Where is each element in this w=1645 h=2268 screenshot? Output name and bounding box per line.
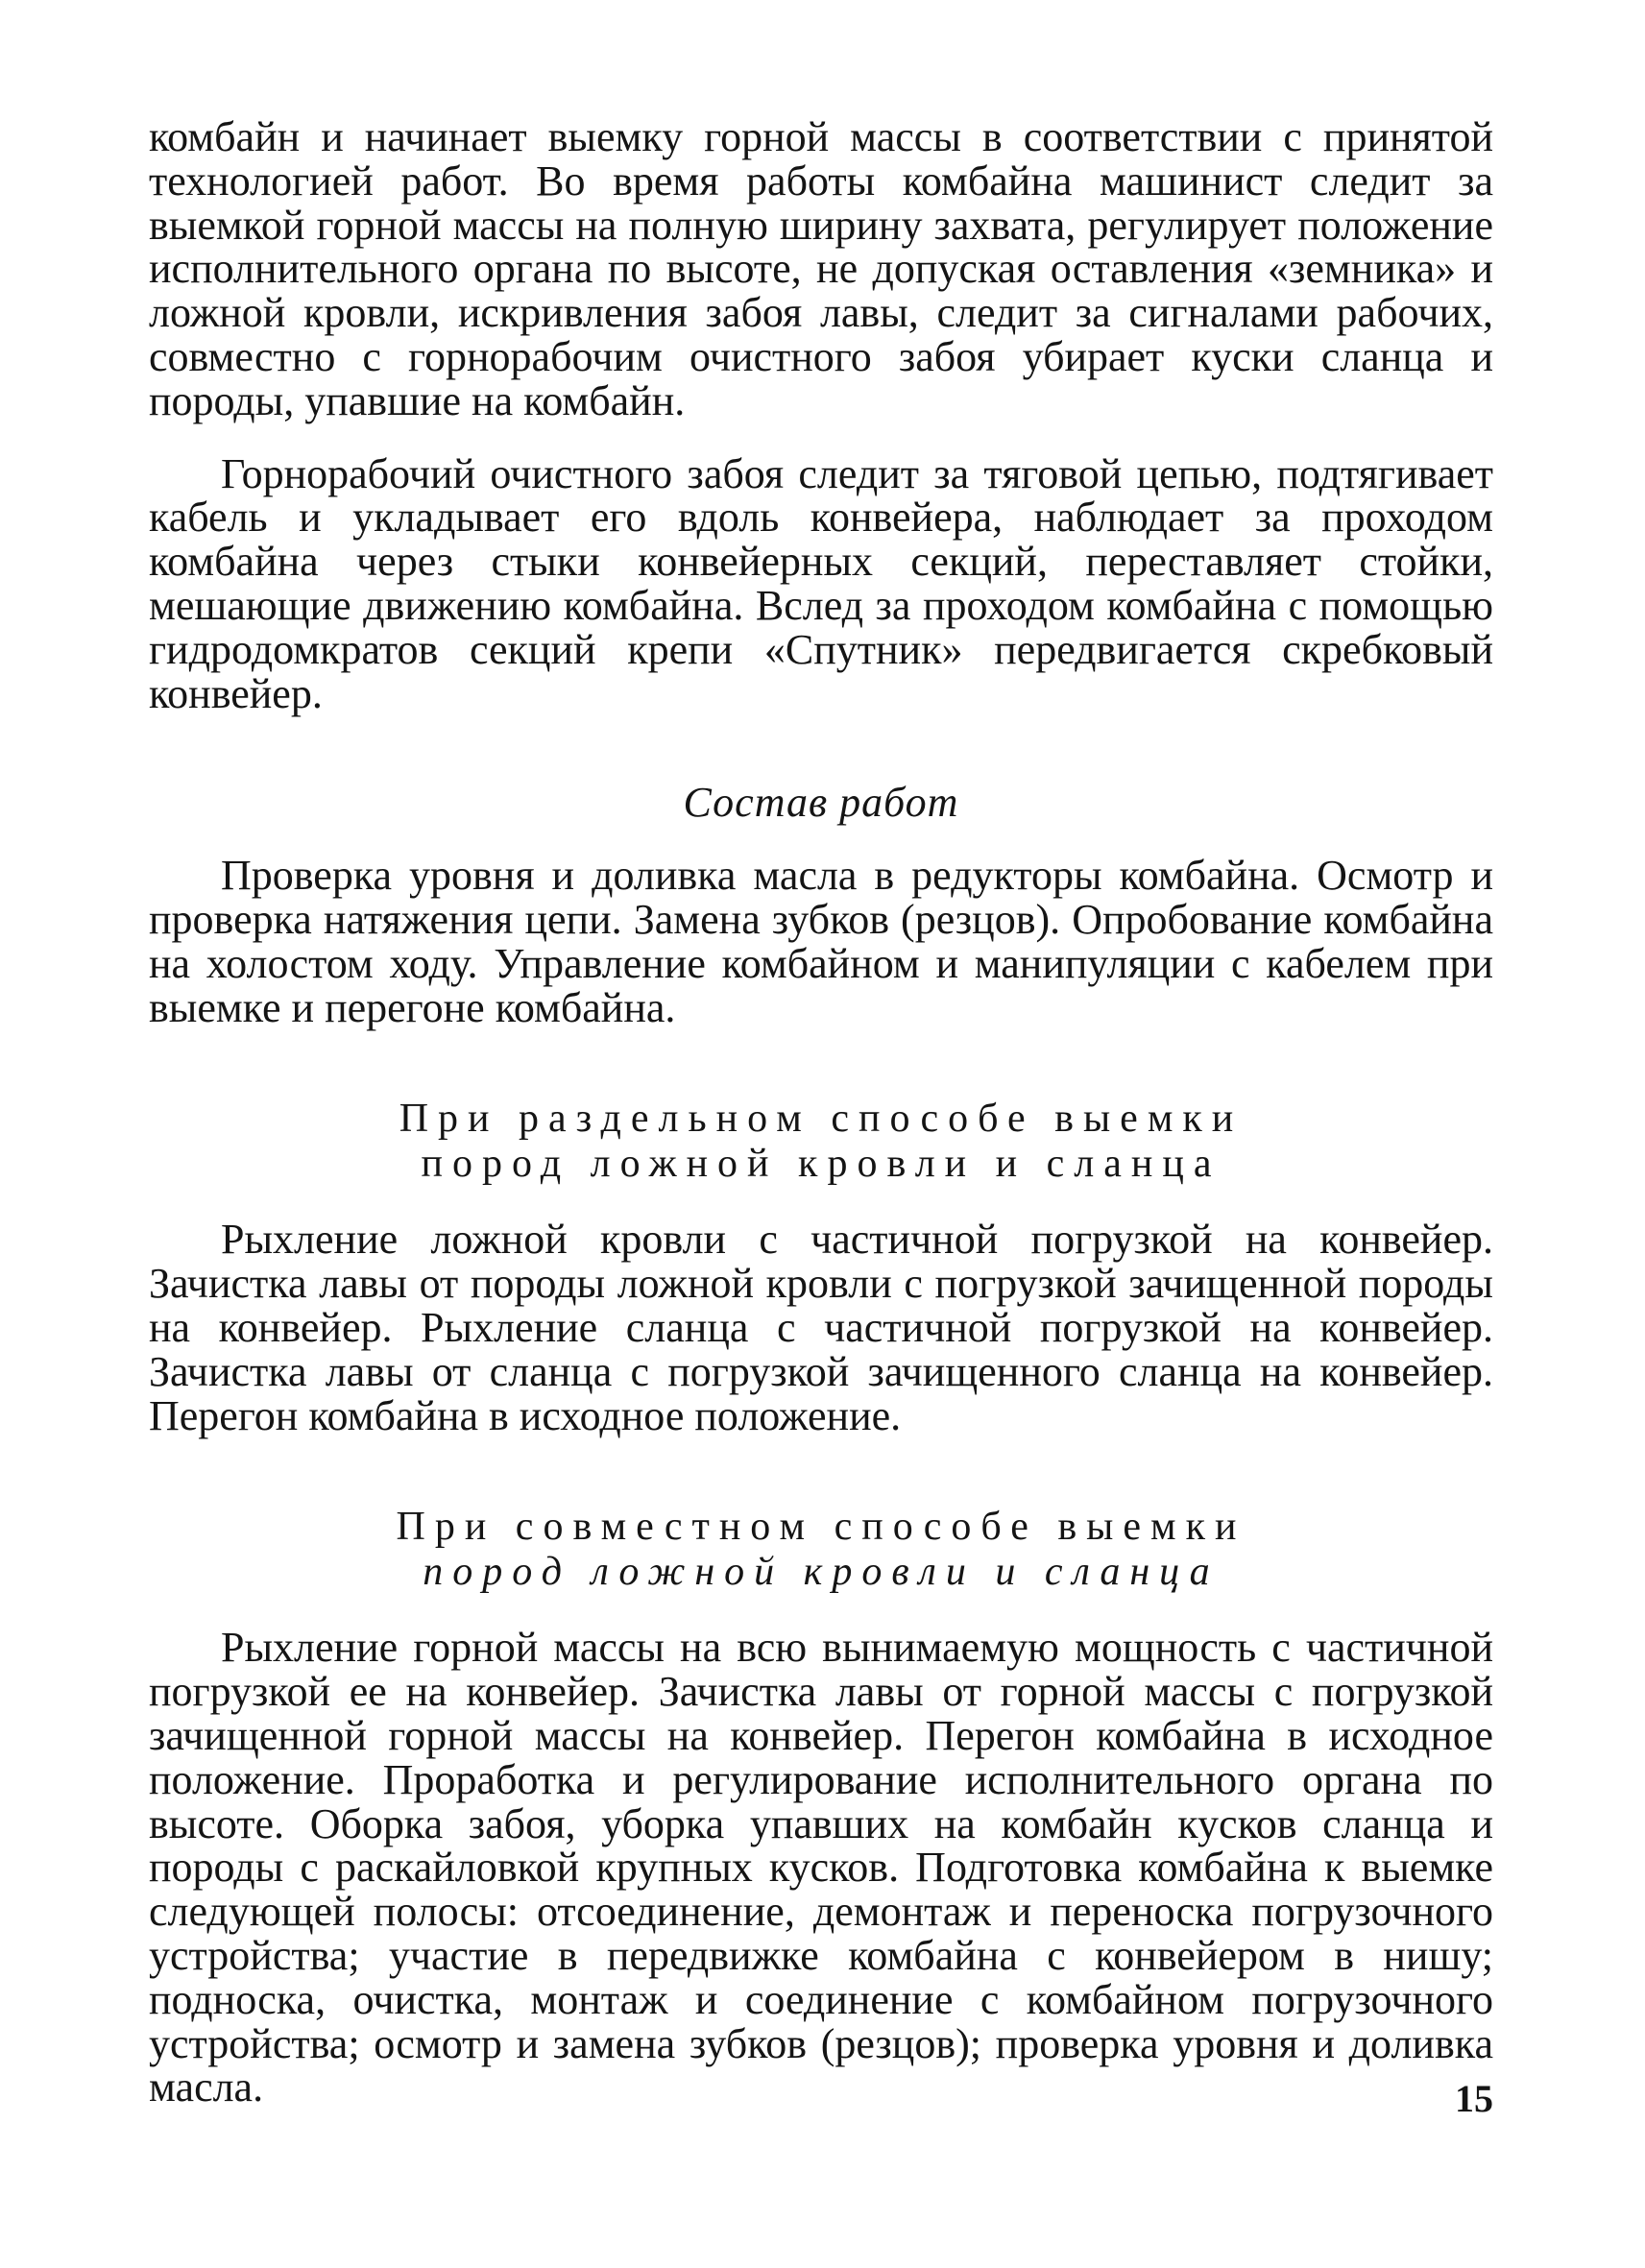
section-heading-separate: [149, 1097, 1493, 1187]
separate-paragraph: Рыхление ложной кровли с частичной погрузкой на конвейер. Зачистка лавы от породы ложной кровли с погрузкой зачищенной породы на конвейер. Рыхление сланца с частичной погрузкой на конвейер. Зачистка лавы от сланца с погрузкой зачищенного сланца на конвейер. Перегон комбайна в исходное положение.: [149, 1216, 1493, 1439]
intro-paragraph-1: комбайн и начинает выемку горной массы в соответствии с принятой технологией работ. Во время работы комбайна машинист следит за выемкой горной массы на полную ширину захвата, регулирует положение исполнительного органа по высоте, не допуская оставления «земника» и ложной кровли, искривления забоя лавы, следит за сигналами рабочих, совместно с горнорабочим очистного забоя убирает куски сланца и породы, упавшие на комбайн.: [149, 113, 1493, 424]
section-heading-separate-line2: пород ложной кровли и сланца: [421, 1142, 1222, 1187]
document-page: [149, 115, 1493, 2110]
section-heading-separate-line1: При раздельном способе выемки: [399, 1097, 1244, 1142]
intro-paragraph-2: Горнорабочий очистного забоя следит за тяговой цепью, подтягивает кабель и укладывает его вдоль конвейера, наблюдает за проходом комбайна через стыки конвейерных секций, переставляет стойки, мешающие движению комбайна. Вслед за проходом комбайна с помощью гидродомкратов секций крепи «Спутник» передвигается скребковый конвейер.: [149, 449, 1493, 717]
section-heading-joint: [149, 1505, 1493, 1595]
section-heading-composition: Состав работ: [683, 779, 959, 827]
page-number: 15: [1455, 2077, 1493, 2120]
composition-paragraph: Проверка уровня и доливка масла в редукторы комбайна. Осмотр и проверка натяжения цепи. Замена зубков (резцов). Опробование комбайна на холостом ходу. Управление комбайном и манипуляции с кабелем при выемке и перегоне комбайна.: [149, 852, 1493, 1031]
joint-paragraph: Рыхление горной массы на всю вынимаемую мощность с частичной погрузкой ее на конвейер. Зачистка лавы от горной массы с погрузкой зачищенной горной массы на конвейер. Перегон комбайна в исходное положение. Проработка и регулирование исполнительного органа по высоте. Оборка забоя, уборка упавших на комбайн кусков сланца и породы с раскайловкой крупных кусков. Подготовка комбайна к выемке следующей полосы: отсоединение, демонтаж и переноска погрузочного устройства; участие в передвижке комбайна с конвейером в нишу; подноска, очистка, монтаж и соединение с комбайном погрузочного устройства; осмотр и замена зубков (резцов); проверка уровня и доливка масла.: [149, 1624, 1493, 2111]
section-heading-joint-line1: При совместном способе выемки: [396, 1505, 1246, 1550]
section-heading-joint-line2: пород ложной кровли и сланца: [423, 1550, 1220, 1595]
